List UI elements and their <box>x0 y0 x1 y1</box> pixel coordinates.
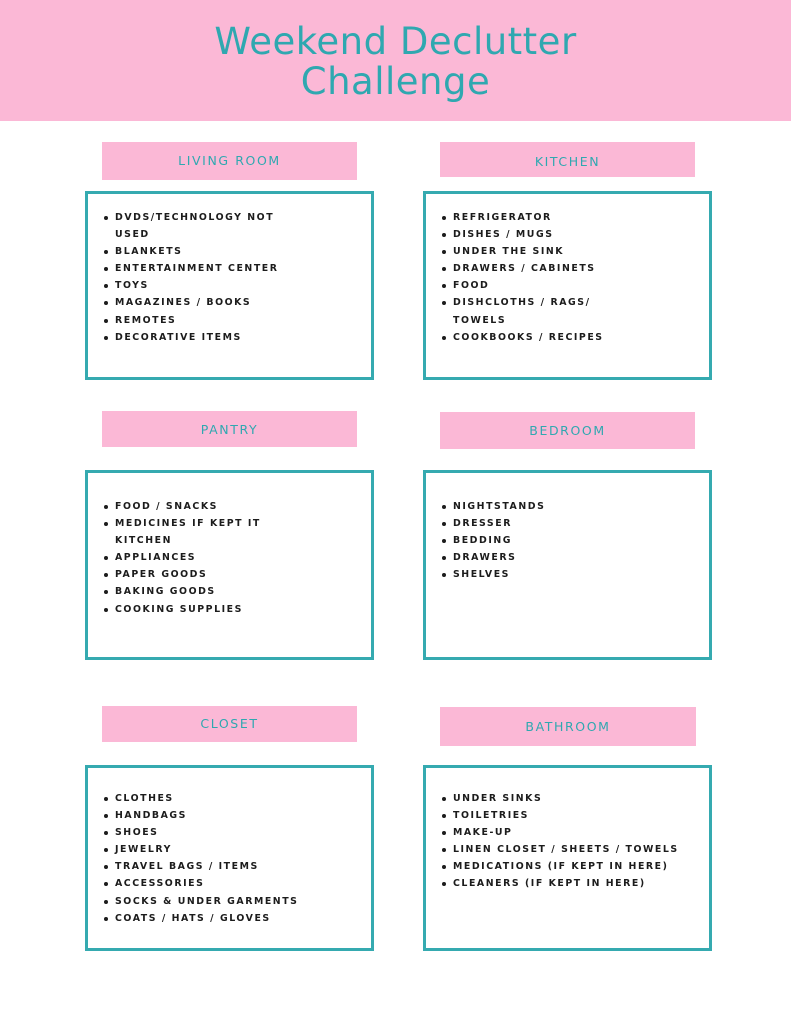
checklist-item-text: BLANKETS <box>115 246 183 258</box>
checklist-item <box>442 243 604 260</box>
checklist-item-text: MAKE-UP <box>453 827 513 839</box>
checklist-item <box>442 566 545 583</box>
checklist-item-text: DECORATIVE ITEMS <box>115 331 242 343</box>
kitchen-label: KITCHEN <box>440 142 695 177</box>
checklist-item-text: APPLIANCES <box>115 552 197 564</box>
closet-checklist <box>85 765 374 951</box>
checklist-item <box>442 807 679 824</box>
checklist-item-text: JEWELRY <box>115 844 172 856</box>
checklist-item-text: REMOTES <box>115 314 177 326</box>
checklist-item <box>104 549 261 566</box>
checklist-item-text: CLEANERS (IF KEPT IN HERE) <box>453 878 646 890</box>
closet-items <box>104 790 298 927</box>
checklist-item <box>104 329 279 346</box>
checklist-item <box>442 498 545 515</box>
checklist-item <box>104 260 279 277</box>
checklist-item-text: TOYS <box>115 280 149 292</box>
checklist-item <box>442 226 604 243</box>
checklist-item <box>104 601 261 618</box>
checklist-item <box>104 515 261 549</box>
checklist-item-text: LINEN CLOSET / SHEETS / TOWELS <box>453 844 679 856</box>
checklist-item-text: DISHES / MUGS <box>453 229 554 241</box>
checklist-item <box>442 549 545 566</box>
bedroom-items <box>442 498 545 583</box>
checklist-item-text: SHELVES <box>453 569 510 581</box>
checklist-item <box>104 277 279 294</box>
checklist-item-text: UNDER THE SINK <box>453 246 565 258</box>
checklist-item-text: REFRIGERATOR <box>453 212 552 223</box>
checklist-item-text: TRAVEL BAGS / ITEMS <box>115 861 259 873</box>
checklist-item <box>442 841 679 858</box>
checklist-item <box>442 824 679 841</box>
checklist-item-text: MAGAZINES / BOOKS <box>115 297 252 309</box>
checklist-item <box>442 532 545 549</box>
checklist-item-text: FOOD <box>453 280 490 292</box>
kitchen-items <box>442 209 604 346</box>
checklist-item <box>104 875 298 892</box>
checklist-item <box>442 260 604 277</box>
checklist-item <box>104 566 261 583</box>
bedroom-label: BEDROOM <box>440 412 695 449</box>
checklist-item-text: SOCKS & UNDER GARMENTS <box>115 895 299 907</box>
checklist-item-text: DVDS/TECHNOLOGY NOT <box>115 212 275 223</box>
checklist-item <box>104 824 298 841</box>
checklist-item-text: NIGHTSTANDS <box>453 501 546 512</box>
checklist-item-text: COATS / HATS / GLOVES <box>115 912 271 924</box>
checklist-item-text: MEDICINES IF KEPT IT <box>115 518 261 530</box>
checklist-item <box>104 294 279 311</box>
checklist-item-text: DISHCLOTHS / RAGS/ <box>453 297 591 309</box>
checklist-item-text: COOKING SUPPLIES <box>115 603 243 615</box>
checklist-item <box>442 329 604 346</box>
living-room-checklist <box>85 191 374 380</box>
pantry-label: PANTRY <box>102 411 357 447</box>
bathroom-checklist <box>423 765 712 951</box>
checklist-item-text: USED <box>115 229 150 241</box>
page-title-line-2: Challenge <box>300 60 491 103</box>
checklist-item-text: ENTERTAINMENT CENTER <box>115 263 279 275</box>
checklist-item <box>104 498 261 515</box>
checklist-item <box>442 294 604 328</box>
checklist-item <box>104 312 279 329</box>
checklist-item-text: UNDER SINKS <box>453 793 543 804</box>
checklist-item <box>104 583 261 600</box>
checklist-item-text: DRAWERS <box>453 552 517 564</box>
checklist-item <box>104 209 279 243</box>
checklist-item <box>442 790 679 807</box>
checklist-item-text: CLOTHES <box>115 793 174 804</box>
checklist-item <box>104 243 279 260</box>
checklist-item <box>442 209 604 226</box>
checklist-item-text: MEDICATIONS (IF KEPT IN HERE) <box>453 861 669 873</box>
closet-label: CLOSET <box>102 706 357 742</box>
checklist-item <box>104 807 298 824</box>
living-room-items <box>104 209 279 346</box>
page-title-line-1: Weekend Declutter <box>214 20 577 63</box>
checklist-item <box>104 790 298 807</box>
living-room-label: LIVING ROOM <box>102 142 357 180</box>
checklist-item-text: BAKING GOODS <box>115 586 216 598</box>
checklist-item-text: FOOD / SNACKS <box>115 501 218 512</box>
checklist-item-text: BEDDING <box>453 535 512 547</box>
pantry-checklist <box>85 470 374 660</box>
checklist-item <box>442 515 545 532</box>
page-title <box>0 22 791 102</box>
checklist-item-text: SHOES <box>115 827 159 839</box>
checklist-item-text: DRESSER <box>453 518 512 530</box>
checklist-item <box>104 893 298 910</box>
checklist-item-text: COOKBOOKS / RECIPES <box>453 331 604 343</box>
checklist-item-text: HANDBAGS <box>115 810 187 822</box>
checklist-item <box>442 277 604 294</box>
checklist-item-text: TOILETRIES <box>453 810 529 822</box>
checklist-item-text: TOWELS <box>453 314 507 326</box>
pantry-items <box>104 498 261 618</box>
checklist-item <box>442 858 679 875</box>
checklist-item <box>104 910 298 927</box>
checklist-item-text: PAPER GOODS <box>115 569 208 581</box>
checklist-item-text: DRAWERS / CABINETS <box>453 263 596 275</box>
checklist-item-text: KITCHEN <box>115 535 172 547</box>
checklist-item <box>104 858 298 875</box>
bathroom-label: BATHROOM <box>440 707 696 746</box>
checklist-item <box>104 841 298 858</box>
kitchen-checklist <box>423 191 712 380</box>
bedroom-checklist <box>423 470 712 660</box>
bathroom-items <box>442 790 679 893</box>
checklist-item-text: ACCESSORIES <box>115 878 205 890</box>
checklist-item <box>442 875 679 892</box>
